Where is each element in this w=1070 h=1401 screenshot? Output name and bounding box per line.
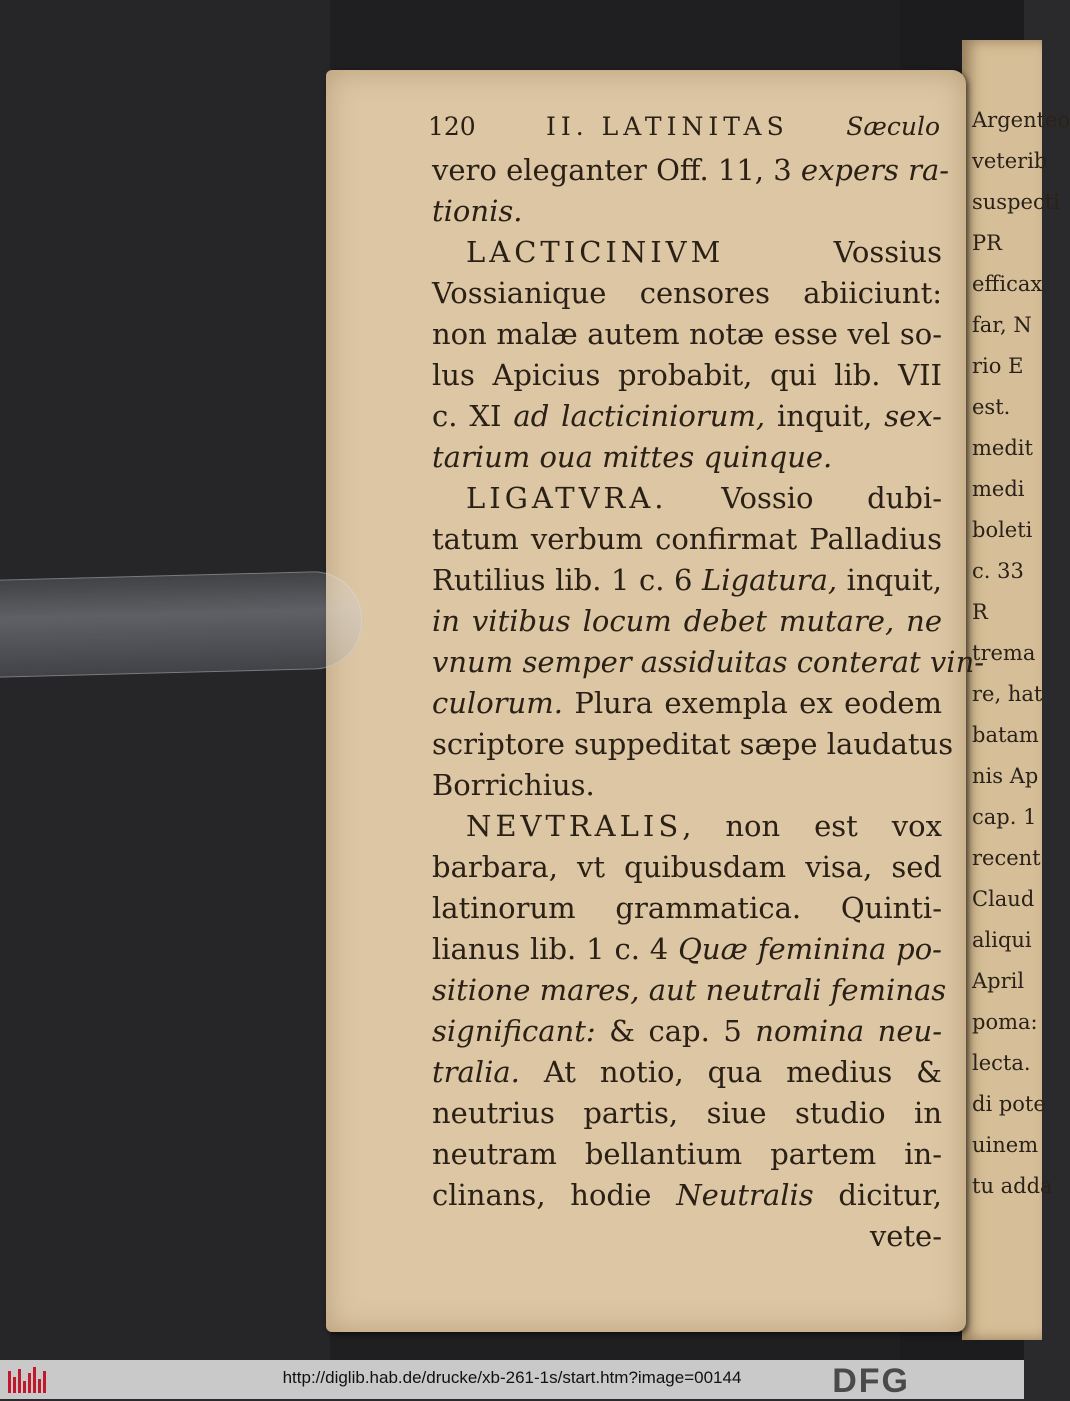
- facing-page-fragment: re, hat: [972, 682, 1043, 706]
- text-run: neutram bellantium partem in-: [432, 1137, 942, 1171]
- text-run: expers ra-: [800, 153, 950, 187]
- text-line: [432, 1011, 942, 1052]
- text-line: [432, 396, 942, 437]
- text-run: vete-: [869, 1219, 942, 1253]
- facing-page-fragment: di pote: [972, 1092, 1046, 1116]
- text-run: non malæ autem notæ esse vel so-: [432, 317, 942, 351]
- text-run: & cap. 5: [595, 1014, 756, 1048]
- text-run: neutrius partis, siue studio in: [432, 1096, 942, 1130]
- text-run: culorum.: [432, 686, 563, 720]
- source-url-link[interactable]: http://diglib.hab.de/drucke/xb-261-1s/start.htm?image=00144: [282, 1368, 742, 1387]
- facing-page-fragment: batam: [972, 723, 1039, 747]
- text-run: lianus lib. 1 c. 4: [432, 932, 679, 966]
- text-run: Ligatura,: [702, 563, 838, 597]
- facing-page-fragment: suspecti: [972, 190, 1060, 214]
- text-run: Vossio dubi-: [667, 481, 942, 515]
- text-line: [432, 847, 942, 888]
- text-line: [432, 150, 950, 191]
- dark-backing-left: [0, 0, 330, 1360]
- text-run: scriptore suppeditat sæpe laudatus: [432, 727, 954, 761]
- text-line: [432, 273, 942, 314]
- text-line: [432, 1134, 942, 1175]
- text-line: [432, 560, 942, 601]
- text-run: Vossius: [724, 235, 942, 269]
- text-run: At notio, qua medius &: [519, 1055, 942, 1089]
- text-line: [432, 642, 985, 683]
- text-run: Quæ feminina po-: [678, 932, 942, 966]
- text-line: [432, 929, 942, 970]
- facing-page-fragment: April: [972, 969, 1025, 993]
- facing-page-fragment: boleti: [972, 518, 1033, 542]
- facing-page-fragment: Argenteo: [972, 108, 1070, 132]
- text-run: Vossianique censores abiiciunt:: [432, 276, 942, 310]
- text-run: Neutralis: [676, 1178, 814, 1212]
- facing-page-fragment: est.: [972, 395, 1011, 419]
- text-run: tralia.: [432, 1055, 520, 1089]
- facing-page-fragment: uinem: [972, 1133, 1039, 1157]
- text-line: [432, 519, 942, 560]
- facing-page-fragment: lecta.: [972, 1051, 1031, 1075]
- text-run: tionis.: [432, 194, 523, 228]
- facing-page-fragment: cap. 1: [972, 805, 1037, 829]
- facing-page-fragment: recent: [972, 846, 1041, 870]
- text-run: dicitur,: [813, 1178, 942, 1212]
- text-line: [432, 1175, 942, 1216]
- text-run: sex-: [884, 399, 942, 433]
- text-line: [432, 888, 942, 929]
- page-weight-pointer: [0, 570, 363, 678]
- text-run: LACTICINIVM: [466, 235, 725, 269]
- text-run: vero eleganter Off. 11, 3: [432, 153, 801, 187]
- text-run: nomina neu-: [755, 1014, 943, 1048]
- text-line: [432, 1093, 942, 1134]
- text-run: lus Apicius probabit, qui lib. VII: [432, 358, 942, 392]
- facing-page-fragment: tu adda: [972, 1174, 1053, 1198]
- text-run: , non est vox: [682, 809, 942, 843]
- text-line: [432, 355, 942, 396]
- facing-page-fragment: veterib: [972, 149, 1048, 173]
- text-line: [432, 683, 942, 724]
- facing-page-fragment: trema: [972, 641, 1036, 665]
- page-text: [432, 150, 985, 1257]
- facing-page-fragment: far, N: [972, 313, 1032, 337]
- text-run: vnum semper assiduitas conterat vin-: [432, 645, 985, 679]
- text-line: [432, 437, 942, 478]
- facing-page-fragment: c. 33: [972, 559, 1024, 583]
- text-run: clinans, hodie: [432, 1178, 677, 1212]
- text-line: [432, 1052, 942, 1093]
- running-catchword: Sæculo: [846, 112, 940, 141]
- facing-page-fragment: Claud: [972, 887, 1035, 911]
- text-run: inquit,: [837, 563, 943, 597]
- facing-page-fragment: aliqui: [972, 928, 1032, 952]
- text-run: significant:: [432, 1014, 596, 1048]
- text-run: c. XI: [432, 399, 514, 433]
- text-run: in vitibus locum debet mutare, ne: [432, 604, 942, 638]
- text-line: [432, 601, 942, 642]
- text-line: [432, 765, 942, 806]
- text-run: ad lacticiniorum,: [513, 399, 766, 433]
- facing-page-fragment: medi: [972, 477, 1025, 501]
- text-line: [432, 806, 942, 847]
- page-number: 120: [428, 112, 476, 141]
- text-run: LIGATVRA.: [466, 481, 668, 515]
- facing-page-fragment: efficax: [972, 272, 1043, 296]
- facing-page-fragment: poma:: [972, 1010, 1038, 1034]
- text-run: inquit,: [765, 399, 885, 433]
- text-run: Rutilius lib. 1 c. 6: [432, 563, 703, 597]
- text-run: NEVTRALIS: [466, 809, 683, 843]
- facing-page-fragment: medit: [972, 436, 1033, 460]
- text-line: [432, 478, 942, 519]
- text-line: [432, 970, 947, 1011]
- text-run: sitione mares, aut neutrali feminas: [432, 973, 947, 1007]
- text-line: [432, 314, 942, 355]
- text-run: barbara, vt quibusdam visa, sed: [432, 850, 942, 884]
- text-line: [432, 724, 954, 765]
- text-run: latinorum grammatica. Quinti-: [432, 891, 942, 925]
- text-run: Plura exempla ex eodem: [562, 686, 942, 720]
- facing-page-fragment: nis Ap: [972, 764, 1039, 788]
- dfg-logo: DFG: [832, 1362, 910, 1400]
- viewer-footer: [0, 1360, 1024, 1399]
- section-title: II. LATINITAS: [546, 112, 789, 141]
- text-line: [432, 232, 942, 273]
- facing-page-fragment: R: [972, 600, 988, 624]
- text-run: tarium oua mittes quinque.: [432, 440, 833, 474]
- facing-page-fragment: PR: [972, 231, 1002, 255]
- text-run: Borrichius.: [432, 768, 595, 802]
- running-head: [428, 112, 940, 146]
- text-line: [432, 1216, 942, 1257]
- text-line: [432, 191, 942, 232]
- text-run: tatum verbum confirmat Palladius: [432, 522, 942, 556]
- facing-page-fragment: rio E: [972, 354, 1024, 378]
